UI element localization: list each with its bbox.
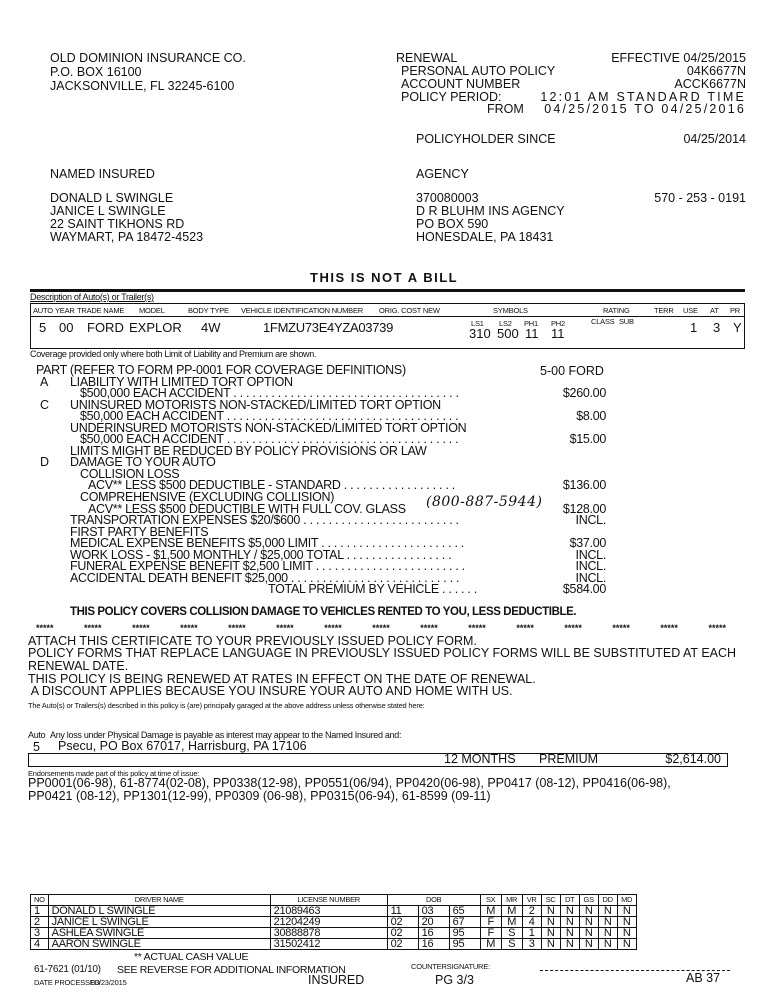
coverage-text: COMPREHENSIVE (EXCLUDING COLLISION) — [80, 490, 335, 505]
driver-cell: 31502412 — [270, 939, 387, 950]
col-class: CLASS — [591, 317, 615, 326]
star-mark: ***** — [660, 623, 678, 633]
not-a-bill-notice: THIS IS NOT A BILL — [310, 270, 459, 285]
policy-period-label: POLICY PERIOD: — [401, 90, 502, 104]
notice-line: A DISCOUNT APPLIES BECAUSE YOU INSURE YOUR AUTO AND HOME WITH US. — [28, 684, 513, 698]
driver-cell: S — [501, 928, 522, 939]
agency-phone: 570 - 253 - 0191 — [654, 191, 746, 205]
driver-cell: N — [598, 928, 617, 939]
coverage-text: $500,000 EACH ACCIDENT . . . . . . . . . . . . . . . . . . . . . . . . . . . . . . . . . . . . — [80, 386, 459, 401]
coverage-text: ACCIDENTAL DEATH BENEFIT $25,000 . . . . . . . . . . . . . . . . . . . . . . . . . . . — [70, 570, 460, 585]
from-label: FROM — [487, 102, 524, 116]
coverage-amount: $584.00 — [562, 582, 606, 597]
driver-cell: N — [617, 939, 636, 950]
countersignature-label: COUNTERSIGNATURE: — [411, 962, 490, 971]
agency-line: 370080003 — [416, 191, 479, 205]
driver-cell: N — [541, 917, 560, 928]
col-at: AT — [710, 306, 719, 315]
star-mark: ***** — [276, 623, 294, 633]
driver-cell: 65 — [449, 906, 480, 917]
policy-period-time: 12:01 AM STANDARD TIME — [540, 90, 746, 104]
coverage-amount: INCL. — [575, 513, 606, 528]
coverage-text: ACV** LESS $500 DEDUCTIBLE - STANDARD . . . . . . . . . . . . . . . . . . — [88, 478, 455, 493]
coverage-text: COLLISION LOSS — [80, 466, 180, 481]
coverage-text: ACV** LESS $500 DEDUCTIBLE WITH FULL COV. GLASS — [88, 501, 406, 516]
driver-cell: 95 — [449, 928, 480, 939]
premium-label: PREMIUM — [539, 752, 599, 766]
insurer-address-1: P.O. BOX 16100 — [50, 65, 142, 79]
endorsements-label: Endorsements made part of this policy at time of issue: — [28, 769, 200, 778]
vehicle-year: 00 — [59, 320, 74, 335]
notice-line: THIS POLICY IS BEING RENEWED AT RATES IN EFFECT ON THE DATE OF RENEWAL. — [28, 672, 536, 686]
driver-cell: 02 — [387, 939, 418, 950]
coverage-row — [36, 584, 606, 596]
driver-cell: N — [579, 917, 598, 928]
insurer-name: OLD DOMINION INSURANCE CO. — [50, 51, 246, 65]
driver-cell: 16 — [418, 928, 449, 939]
copy-label: INSURED — [308, 973, 365, 987]
renewal-label: RENEWAL — [396, 51, 458, 65]
coverage-amount: $8.00 — [576, 409, 606, 424]
vehicle-pr: Y — [733, 320, 742, 335]
coverage-text: $50,000 EACH ACCIDENT . . . . . . . . . . . . . . . . . . . . . . . . . . . . . . . . . . . . . — [80, 409, 459, 424]
endorsements-line-1: PP0001(06-98), 61-8774(02-08), PP0338(12-98), PP0551(06/94), PP0420(06-98), PP0417 (08-12), PP0416(06-98), — [28, 776, 671, 790]
col-use: USE — [683, 306, 698, 315]
star-mark: ***** — [372, 623, 390, 633]
drivers-col-header: GS — [579, 895, 598, 906]
driver-cell: N — [617, 906, 636, 917]
coverage-text: DAMAGE TO YOUR AUTO — [70, 455, 216, 470]
col-cost: ORIG. COST NEW — [379, 306, 440, 315]
vehicle-table — [30, 303, 745, 349]
coverage-amount: INCL. — [575, 570, 606, 585]
loss-payee-text: Any loss under Physical Damage is payable as interest may appear to the Named Insured and: — [50, 730, 402, 740]
vehicle-model: EXPLOR — [129, 320, 182, 335]
driver-cell: DONALD L SWINGLE — [48, 906, 270, 917]
coverage-part-code: A — [40, 374, 49, 389]
star-mark: ***** — [516, 623, 534, 633]
account-label: ACCOUNT NUMBER — [401, 77, 521, 91]
vehicle-ph2: 11 — [551, 326, 565, 341]
drivers-table — [30, 894, 637, 950]
col-year: YEAR — [55, 306, 75, 315]
named-insured-heading: NAMED INSURED — [50, 167, 155, 181]
garage-note: The Auto(s) or Trailers(s) described in this policy is (are) principally garaged at the above address unless otherwise stated here: — [28, 701, 425, 710]
driver-cell: 95 — [449, 939, 480, 950]
driver-cell: N — [598, 906, 617, 917]
page-number: PG 3/3 — [435, 973, 474, 987]
vehicle-ls1: 310 — [469, 326, 491, 341]
driver-cell: ASHLEA SWINGLE — [48, 928, 270, 939]
policy-number: 04K6677N — [686, 64, 746, 78]
notice-line: RENEWAL DATE. — [28, 659, 129, 673]
coverage-part-code: D — [40, 455, 49, 470]
star-mark: ***** — [228, 623, 246, 633]
driver-cell: 2 — [522, 906, 541, 917]
coverage-text: $50,000 EACH ACCIDENT . . . . . . . . . . . . . . . . . . . . . . . . . . . . . . . . . . . . . — [80, 432, 459, 447]
col-vin: VEHICLE IDENTIFICATION NUMBER — [241, 306, 363, 315]
coverage-text: UNINSURED MOTORISTS NON-STACKED/LIMITED TORT OPTION — [70, 397, 441, 412]
driver-cell: 4 — [522, 917, 541, 928]
drivers-col-header: SX — [480, 895, 501, 906]
account-number: ACCK6677N — [674, 77, 746, 91]
coverage-text: FUNERAL EXPENSE BENEFIT $2,500 LIMIT . . . . . . . . . . . . . . . . . . . . . . . . — [70, 559, 465, 574]
agent-code: AB 37 — [686, 971, 721, 985]
driver-row — [31, 928, 637, 939]
driver-cell: S — [501, 939, 522, 950]
drivers-col-header: NO — [31, 895, 49, 906]
coverage-amount: $260.00 — [562, 386, 606, 401]
notice-line: POLICY FORMS THAT REPLACE LANGUAGE IN PREVIOUSLY ISSUED POLICY FORMS WILL BE SUBSTITUTED AT EACH — [28, 646, 737, 660]
vehicle-auto: 5 — [39, 320, 47, 335]
col-model: MODEL — [139, 306, 165, 315]
reverse-note: SEE REVERSE FOR ADDITIONAL INFORMATION — [117, 964, 346, 976]
col-ls2: LS2 — [499, 319, 512, 328]
coverage-text: LIABILITY WITH LIMITED TORT OPTION — [70, 374, 293, 389]
driver-cell: N — [541, 928, 560, 939]
driver-cell: N — [598, 917, 617, 928]
coverage-text: TOTAL PREMIUM BY VEHICLE . . . . . . — [268, 582, 477, 597]
driver-cell: N — [541, 906, 560, 917]
driver-cell: N — [560, 939, 579, 950]
driver-cell: 11 — [387, 906, 418, 917]
loss-payee-auto-label: Auto — [28, 730, 46, 740]
driver-cell: 3 — [31, 928, 49, 939]
loss-payee-auto: 5 — [33, 740, 40, 754]
star-mark: ***** — [180, 623, 198, 633]
effective-date: EFFECTIVE 04/25/2015 — [611, 51, 746, 65]
col-ph2: PH2 — [551, 319, 565, 328]
coverage-text: TRANSPORTATION EXPENSES $20/$600 . . . . . . . . . . . . . . . . . . . . . . . . . — [70, 513, 459, 528]
col-ph1: PH1 — [524, 319, 538, 328]
star-mark: ***** — [84, 623, 102, 633]
coverage-amount: INCL. — [575, 547, 606, 562]
col-terr: TERR — [654, 306, 674, 315]
coverage-text: UNDERINSURED MOTORISTS NON-STACKED/LIMITED TORT OPTION — [70, 420, 467, 435]
driver-cell: 4 — [31, 939, 49, 950]
notice-line: ATTACH THIS CERTIFICATE TO YOUR PREVIOUSLY ISSUED POLICY FORM. — [28, 634, 477, 648]
coverage-text: MEDICAL EXPENSE BENEFITS $5,000 LIMIT . . . . . . . . . . . . . . . . . . . . . . . — [70, 536, 464, 551]
driver-cell: M — [501, 906, 522, 917]
premium-amount: $2,614.00 — [665, 752, 721, 766]
date-processed: 03/23/2015 — [91, 978, 127, 987]
driver-row — [31, 917, 637, 928]
policyholder-since-label: POLICYHOLDER SINCE — [416, 132, 556, 146]
driver-cell: M — [480, 906, 501, 917]
driver-row — [31, 939, 637, 950]
driver-cell: 67 — [449, 917, 480, 928]
coverage-text: PART (REFER TO FORM PP-0001 FOR COVERAGE DEFINITIONS) — [36, 363, 406, 377]
col-sub: SUB — [619, 317, 634, 326]
drivers-header-row — [31, 895, 637, 906]
col-symbols: SYMBOLS — [493, 306, 528, 315]
policy-type: PERSONAL AUTO POLICY — [401, 64, 556, 78]
star-mark: ***** — [564, 623, 582, 633]
driver-cell: N — [617, 917, 636, 928]
vehicle-ph1: 11 — [525, 326, 539, 341]
col-auto: AUTO — [33, 306, 53, 315]
vehicle-vin: 1FMZU73E4YZA03739 — [263, 320, 394, 335]
driver-cell: 02 — [387, 928, 418, 939]
coverage-list — [36, 365, 606, 596]
driver-cell: 03 — [418, 906, 449, 917]
driver-row — [31, 906, 637, 917]
driver-cell: 02 — [387, 917, 418, 928]
driver-cell: N — [560, 928, 579, 939]
agency-line: D R BLUHM INS AGENCY — [416, 204, 565, 218]
driver-cell: 20 — [418, 917, 449, 928]
driver-cell: 1 — [522, 928, 541, 939]
coverage-text: WORK LOSS - $1,500 MONTHLY / $25,000 TOTAL . . . . . . . . . . . . . . . . . — [70, 547, 452, 562]
agency-line: HONESDALE, PA 18431 — [416, 230, 554, 244]
coverage-amount: $37.00 — [569, 536, 606, 551]
star-mark: ***** — [612, 623, 630, 633]
handwritten-phone: (800-887-5944) — [426, 494, 543, 510]
coverage-amount: $128.00 — [562, 501, 606, 516]
col-ls1: LS1 — [471, 319, 484, 328]
insurer-address-2: JACKSONVILLE, FL 32245-6100 — [50, 79, 235, 93]
policy-period-range: 04/25/2015 TO 04/25/2016 — [544, 102, 746, 116]
star-mark: ***** — [132, 623, 150, 633]
star-mark: ***** — [708, 623, 726, 633]
driver-cell: 21089463 — [270, 906, 387, 917]
form-number: 61-7621 (01/10) — [34, 964, 101, 975]
driver-cell: 21204249 — [270, 917, 387, 928]
vehicle-section-title: Description of Auto(s) or Trailer(s) — [30, 292, 154, 302]
driver-cell: M — [501, 917, 522, 928]
driver-cell: N — [598, 939, 617, 950]
col-rating: RATING — [603, 306, 630, 315]
driver-cell: N — [541, 939, 560, 950]
premium-bar — [28, 753, 728, 767]
driver-cell: F — [480, 928, 501, 939]
col-body: BODY TYPE — [188, 306, 229, 315]
coverage-amount: INCL. — [575, 559, 606, 574]
drivers-col-header: SC — [541, 895, 560, 906]
insured-line: WAYMART, PA 18472-4523 — [50, 230, 204, 244]
policyholder-since-date: 04/25/2014 — [683, 132, 746, 146]
driver-cell: 1 — [31, 906, 49, 917]
acv-note: ** ACTUAL CASH VALUE — [134, 951, 249, 963]
driver-cell: F — [480, 917, 501, 928]
drivers-col-header: DOB — [387, 895, 480, 906]
coverage-amount: $15.00 — [569, 432, 606, 447]
driver-cell: N — [560, 906, 579, 917]
drivers-col-header: MD — [617, 895, 636, 906]
driver-cell: M — [480, 939, 501, 950]
coverage-text: FIRST PARTY BENEFITS — [70, 524, 209, 539]
star-separator — [36, 623, 726, 633]
driver-cell: N — [579, 939, 598, 950]
drivers-col-header: DRIVER NAME — [48, 895, 270, 906]
drivers-col-header: DT — [560, 895, 579, 906]
driver-cell: 30888878 — [270, 928, 387, 939]
rental-note: THIS POLICY COVERS COLLISION DAMAGE TO VEHICLES RENTED TO YOU, LESS DEDUCTIBLE. — [70, 606, 577, 618]
agency-heading: AGENCY — [416, 167, 469, 181]
vehicle-trade: FORD — [87, 320, 124, 335]
col-pr: PR — [730, 306, 741, 315]
coverage-text: LIMITS MIGHT BE REDUCED BY POLICY PROVISIONS OR LAW — [70, 443, 427, 458]
star-mark: ***** — [420, 623, 438, 633]
coverage-part-code: C — [40, 397, 49, 412]
loss-payee-name: Psecu, PO Box 67017, Harrisburg, PA 17106 — [58, 739, 307, 753]
vehicle-use: 1 — [690, 320, 698, 335]
coverage-note: Coverage provided only where both Limit of Liability and Premium are shown. — [30, 349, 317, 359]
insured-line: 22 SAINT TIKHONS RD — [50, 217, 185, 231]
vehicle-body: 4W — [201, 320, 221, 335]
col-trade: TRADE NAME — [77, 306, 125, 315]
driver-cell: AARON SWINGLE — [48, 939, 270, 950]
premium-term: 12 MONTHS — [444, 752, 516, 766]
drivers-col-header: VR — [522, 895, 541, 906]
agency-line: PO BOX 590 — [416, 217, 489, 231]
insured-line: JANICE L SWINGLE — [50, 204, 166, 218]
drivers-col-header: LICENSE NUMBER — [270, 895, 387, 906]
star-mark: ***** — [36, 623, 54, 633]
driver-cell: N — [579, 928, 598, 939]
driver-cell: N — [560, 917, 579, 928]
vehicle-at: 3 — [713, 320, 721, 335]
insured-line: DONALD L SWINGLE — [50, 191, 174, 205]
coverage-amount: $136.00 — [562, 478, 606, 493]
star-mark: ***** — [468, 623, 486, 633]
vehicle-ls2: 500 — [497, 326, 519, 341]
driver-cell: N — [579, 906, 598, 917]
driver-cell: 3 — [522, 939, 541, 950]
drivers-col-header: DD — [598, 895, 617, 906]
coverage-vehicle-label: 5-00 FORD — [540, 364, 604, 378]
date-processed-label: DATE PROCESSED — [34, 978, 100, 987]
driver-cell: N — [617, 928, 636, 939]
driver-cell: JANICE L SWINGLE — [48, 917, 270, 928]
driver-cell: 2 — [31, 917, 49, 928]
star-mark: ***** — [324, 623, 342, 633]
driver-cell: 16 — [418, 939, 449, 950]
drivers-col-header: MR — [501, 895, 522, 906]
endorsements-line-2: PP0421 (08-12), PP1301(12-99), PP0309 (06-98), PP0315(06-94), 61-8599 (09-11) — [28, 789, 491, 803]
